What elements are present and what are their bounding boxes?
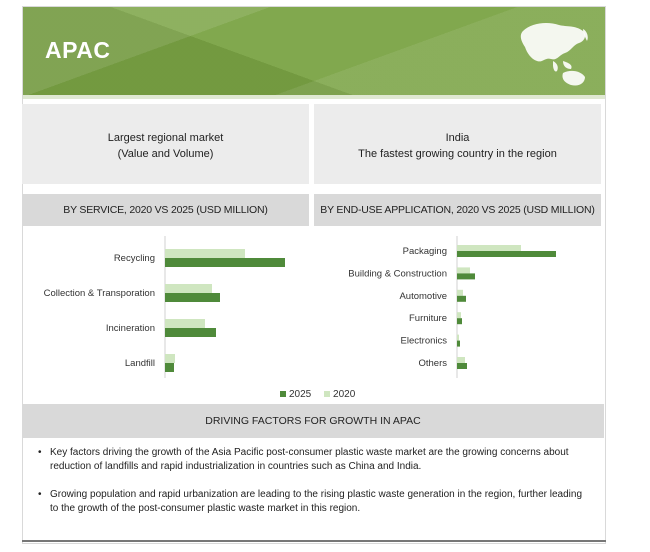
drivers-header: DRIVING FACTORS FOR GROWTH IN APAC [22, 404, 604, 438]
legend-2025 [280, 389, 314, 400]
bar-2020-3 [165, 354, 175, 363]
bar-2020-1 [457, 267, 470, 273]
application-bar-chart [314, 232, 601, 382]
bar-2020-4 [457, 335, 459, 341]
bar-2025-5 [457, 363, 467, 369]
bar-2020-5 [457, 357, 465, 363]
category-label: Landfill [124, 358, 155, 369]
fastest-growing-box [314, 104, 601, 184]
category-label: Furniture [408, 313, 447, 325]
bar-2020-0 [165, 249, 245, 258]
service-bar-chart [22, 232, 309, 382]
category-label: Automotive [399, 290, 447, 302]
bar-2025-1 [165, 293, 220, 302]
category-label: Collection & Transporation [43, 288, 155, 299]
region-banner [23, 7, 605, 99]
category-label: Incineration [105, 323, 155, 334]
fastest-growing-line1: India [445, 132, 470, 144]
bar-2020-3 [457, 312, 461, 318]
bar-2025-0 [457, 251, 556, 257]
category-label: Electronics [400, 335, 447, 347]
category-label: Others [418, 358, 447, 369]
bar-2025-3 [457, 318, 462, 324]
fastest-growing-line2: The fastest growing country in the region [358, 148, 557, 160]
legend-2020-label: 2020 [333, 389, 356, 400]
bar-2025-2 [457, 296, 466, 302]
service-chart-header: BY SERVICE, 2020 VS 2025 (USD MILLION) [22, 194, 309, 226]
legend-2025-swatch [280, 391, 286, 397]
legend-2020-swatch [324, 391, 330, 397]
largest-market-box [22, 104, 309, 184]
bar-2020-0 [457, 245, 521, 251]
largest-market-line1: Largest regional market [107, 132, 224, 144]
chart-legend [280, 389, 365, 400]
largest-market-line2: (Value and Volume) [117, 148, 214, 160]
asia-map-icon [513, 17, 593, 91]
legend-2025-label: 2025 [289, 389, 312, 400]
category-label: Recycling [113, 253, 155, 264]
bar-2020-2 [457, 290, 463, 296]
driver-item: • Growing population and rapid urbanization are leading to the rising plastic waste generation in the region, further leading to the growth of the post-consumer plastic waste market in this region. [36, 488, 588, 516]
bar-2025-2 [165, 328, 216, 337]
bar-2025-0 [165, 258, 285, 267]
application-chart-header: BY END-USE APPLICATION, 2020 VS 2025 (USD MILLION) [314, 194, 601, 226]
bar-2025-3 [165, 363, 174, 372]
bar-2025-1 [457, 273, 475, 279]
bar-2020-1 [165, 284, 212, 293]
bottom-rule [22, 540, 606, 542]
drivers-list [36, 446, 588, 530]
legend-2020 [324, 389, 355, 400]
bar-2025-4 [457, 341, 460, 347]
banner-title: APAC [45, 37, 111, 63]
driver-item: • Key factors driving the growth of the Asia Pacific post-consumer plastic waste market are the growing concerns about reduction of landfills and rapid industrialization in countries such as China and India. [36, 446, 588, 474]
category-label: Building & Construction [348, 268, 447, 280]
bar-2020-2 [165, 319, 205, 328]
category-label: Packaging [402, 246, 447, 257]
